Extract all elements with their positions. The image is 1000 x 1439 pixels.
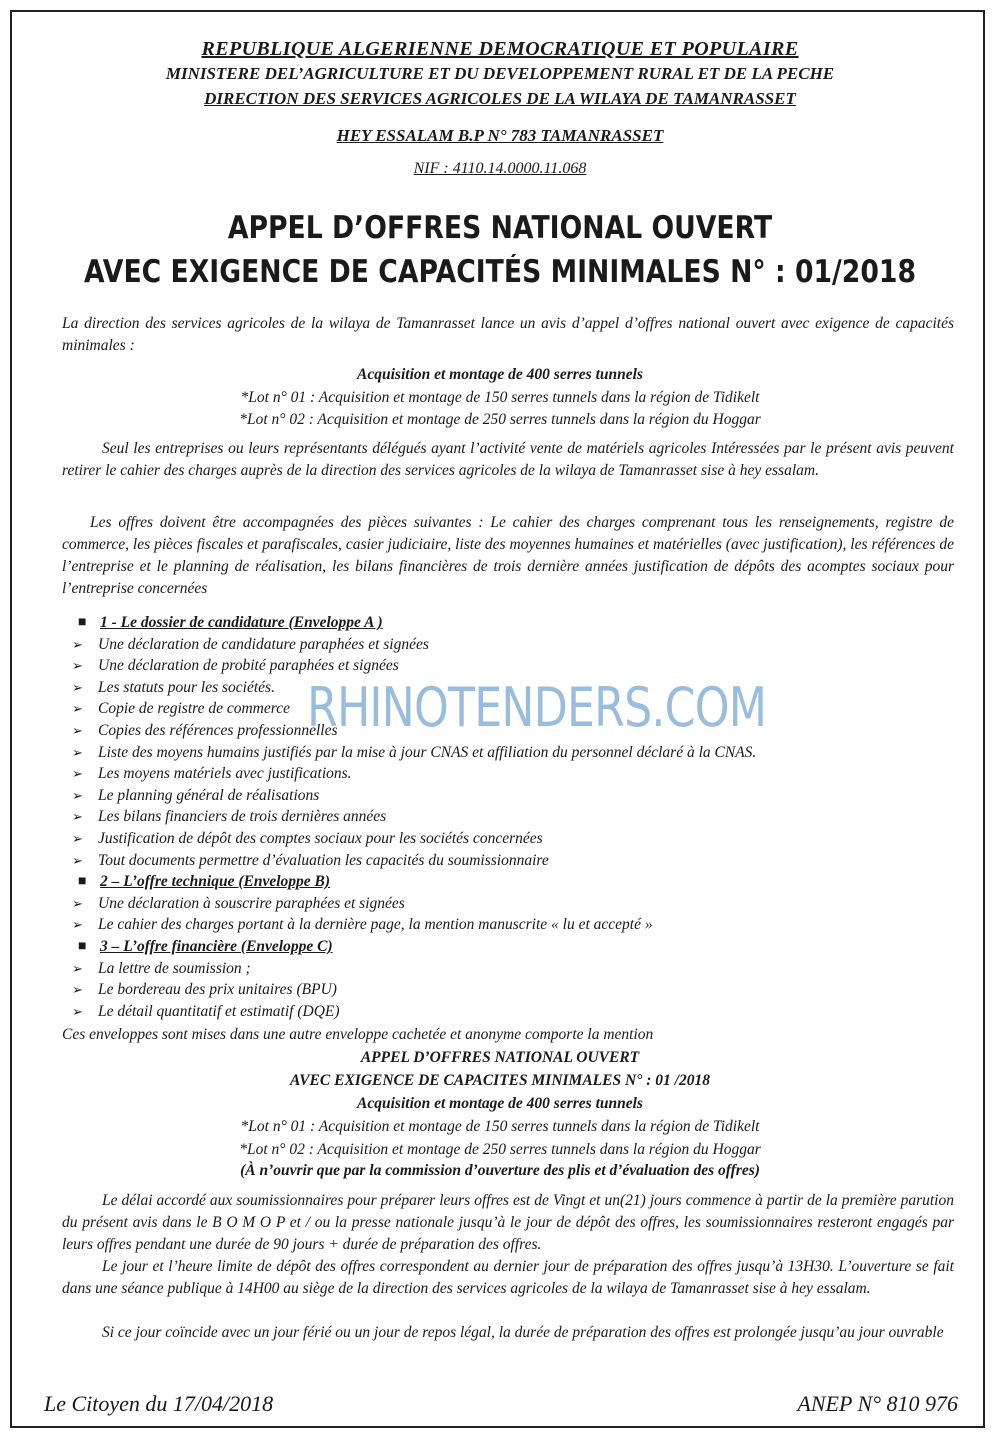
- square-bullet-icon: ■: [78, 615, 87, 630]
- section-a-title: ■ 1 - Le dossier de candidature (Enveloppe A ): [72, 612, 952, 634]
- arrow-right-icon: ➢: [72, 722, 83, 738]
- list-item: ➢ Une déclaration de probité paraphées et signées: [72, 655, 952, 677]
- square-bullet-icon: ■: [78, 938, 87, 954]
- list-item: ➢ Le détail quantitatif et estimatif (DQE): [72, 1001, 952, 1023]
- arrow-right-icon: ➢: [72, 658, 83, 674]
- header-direction: DIRECTION DES SERVICES AGRICOLES DE LA WILAYA DE TAMANRASSET: [204, 89, 796, 108]
- eligibility-paragraph: Seul les entreprises ou leurs représentants délégués ayant l’activité vente de matériels agricoles Intéressées par le présent avis peuvent retirer le cahier des charges auprès de la direction des services agricoles de la wilaya de Tamanrasset sise à hey essalam.: [62, 440, 954, 479]
- list-item: ➢ Le cahier des charges portant à la dernière page, la mention manuscrite « lu et accepté »: [72, 914, 952, 936]
- mention-line2: AVEC EXIGENCE DE CAPACITES MINIMALES N° : 01 /2018: [290, 1072, 710, 1089]
- list-item: ➢ Justification de dépôt des comptes sociaux pour les sociétés concernées: [72, 828, 952, 850]
- list-item: ➢ Copie de registre de commerce: [72, 698, 952, 720]
- documents-paragraph: Les offres doivent être accompagnées des pièces suivantes : Le cahier des charges comprenant tous les renseignements, registre de commerce, les pièces fiscales et parafiscales, casier judiciaire, liste des moyennes humaines et matérielles (avec justification), les références de l’entreprise et le planning de réalisation, les bilans financières de trois dernière années justification de dépôts des acomptes sociaux pour l’entreprise concernées: [62, 514, 954, 597]
- object-title: Acquisition et montage de 400 serres tunnels: [357, 366, 643, 383]
- mention-lot2: *Lot n° 02 : Acquisition et montage de 250 serres tunnels dans la région du Hoggar: [239, 1141, 761, 1158]
- section-c-title: ■ 3 – L’offre financière (Enveloppe C): [72, 936, 952, 958]
- list-item: ➢ Copies des références professionnelles: [72, 720, 952, 742]
- footer-newspaper: Le Citoyen du 17/04/2018: [44, 1391, 274, 1416]
- object-lot2: *Lot n° 02 : Acquisition et montage de 250 serres tunnels dans la région du Hoggar: [239, 411, 761, 428]
- list-item: ➢ Le bordereau des prix unitaires (BPU): [72, 979, 952, 1001]
- header-ministry: MINISTERE DEL’AGRICULTURE ET DU DEVELOPPEMENT RURAL ET DE LA PECHE: [165, 64, 835, 83]
- list-item: ➢ Liste des moyens humains justifiés par la mise à jour CNAS et affiliation du personnel déclaré à la CNAS.: [72, 742, 952, 764]
- mention-lot1: *Lot n° 01 : Acquisition et montage de 150 serres tunnels dans la région de Tidikelt: [240, 1118, 760, 1135]
- arrow-right-icon: ➢: [72, 830, 83, 846]
- footer-anep-number: ANEP N° 810 976: [797, 1391, 958, 1416]
- arrow-right-icon: ➢: [72, 809, 83, 825]
- arrow-right-icon: ➢: [72, 1003, 83, 1019]
- intro-paragraph: La direction des services agricoles de la wilaya de Tamanrasset lance un avis d’appel d’offres national ouvert avec exigence de capacités minimales :: [62, 315, 954, 354]
- list-item: ➢ Les bilans financiers de trois dernières années: [72, 806, 952, 828]
- holiday-paragraph: Si ce jour coïncide avec un jour férié ou un jour de repos légal, la durée de préparation des offres est prolongée jusqu’au jour ouvrable: [102, 1324, 944, 1341]
- arrow-right-icon: ➢: [72, 636, 83, 652]
- arrow-right-icon: ➢: [72, 766, 83, 782]
- list-item: ➢ Les statuts pour les sociétés.: [72, 677, 952, 699]
- mention-line1: APPEL D’OFFRES NATIONAL OUVERT: [360, 1049, 640, 1066]
- arrow-right-icon: ➢: [72, 787, 83, 803]
- list-item: ➢ Les moyens matériels avec justifications.: [72, 763, 952, 785]
- list-item: ➢ La lettre de soumission ;: [72, 958, 952, 980]
- arrow-right-icon: ➢: [72, 744, 83, 760]
- square-bullet-icon: ■: [78, 874, 87, 890]
- requirements-list: [72, 612, 952, 1022]
- watermark: RHINOTENDERS.COM: [307, 676, 767, 739]
- delay-paragraph: Le délai accordé aux soumissionnaires pour préparer leurs offres est de Vingt et un(21) jours commence à partir de la première parution du présent avis dans le B O M O P et / ou la presse nationale jusqu’à le jour de dépôt des offres, les soumissionnaires resteront engagés par leurs offres pendant une durée de 90 jours + durée de préparation des offres.: [62, 1192, 954, 1253]
- section-b-title: ■ 2 – L’offre technique (Enveloppe B): [72, 871, 952, 893]
- tender-title-line1: APPEL D’OFFRES NATIONAL OUVERT: [227, 210, 773, 246]
- list-item: ➢ Le planning général de réalisations: [72, 785, 952, 807]
- arrow-right-icon: ➢: [72, 852, 83, 868]
- header-nif: NIF : 4110.14.0000.11.068: [413, 160, 587, 177]
- header-republic: REPUBLIQUE ALGERIENNE DEMOCRATIQUE ET POPULAIRE: [201, 38, 799, 60]
- list-item: ➢ Une déclaration à souscrire paraphées et signées: [72, 893, 952, 915]
- header-address: HEY ESSALAM B.P N° 783 TAMANRASSET: [336, 126, 664, 145]
- arrow-right-icon: ➢: [72, 960, 83, 976]
- object-lot1: *Lot n° 01 : Acquisition et montage de 150 serres tunnels dans la région de Tidikelt: [240, 389, 760, 406]
- mention-note: (À n’ouvrir que par la commission d’ouverture des plis et d’évaluation des offres): [240, 1162, 760, 1179]
- arrow-right-icon: ➢: [72, 895, 83, 911]
- arrow-right-icon: ➢: [72, 679, 83, 695]
- tender-title-line2: AVEC EXIGENCE DE CAPACITÉS MINIMALES N° : 01/2018: [83, 254, 916, 290]
- arrow-right-icon: ➢: [72, 982, 83, 998]
- envelope-paragraph: Ces enveloppes sont mises dans une autre enveloppe cachetée et anonyme comporte la mention: [62, 1026, 654, 1043]
- list-item: ➢ Tout documents permettre d’évaluation les capacités du soumissionnaire: [72, 850, 952, 872]
- deposit-paragraph: Le jour et l’heure limite de dépôt des offres correspondent au dernier jour de préparation des offres jusqu’à 13H30. L’ouverture se fait dans une séance publique à 14H00 au siège de la direction des services agricoles de la wilaya de Tamanrasset sise à hey essalam.: [62, 1258, 954, 1297]
- mention-line3: Acquisition et montage de 400 serres tunnels: [357, 1095, 643, 1112]
- list-item: ➢ Une déclaration de candidature paraphées et signées: [72, 634, 952, 656]
- arrow-right-icon: ➢: [72, 917, 83, 933]
- arrow-right-icon: ➢: [72, 701, 83, 717]
